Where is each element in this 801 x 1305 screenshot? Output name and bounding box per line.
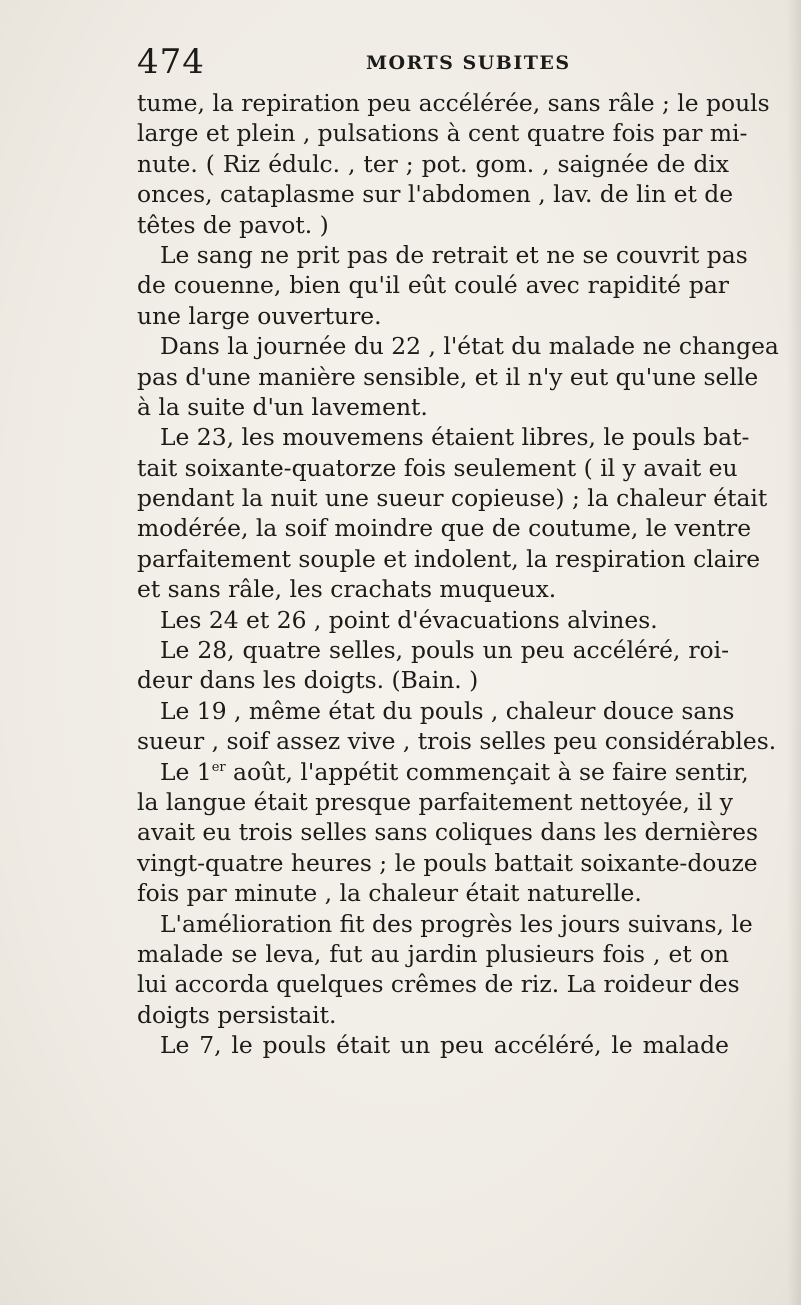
text-line: malade se leva, fut au jardin plusieurs fois , et on [137, 939, 729, 968]
text-line: vingt-quatre heures ; le pouls battait soixante-douze [137, 848, 758, 877]
text-line: modérée, la soif moindre que de coutume, le ventre [137, 514, 752, 543]
superscript: er [211, 759, 226, 775]
text-line: nute. ( Riz édulc. , ter ; pot. gom. , saignée de dix [137, 149, 729, 178]
text-line: et sans râle, les crachats muqueux. [137, 575, 557, 604]
text-line: tume, la repiration peu accélérée, sans râle ; le pouls [137, 89, 770, 117]
text-line: de couenne, bien qu'il eût coulé avec rapidité par [137, 271, 729, 300]
text-line: deur dans les doigts. (Bain. ) [137, 666, 479, 695]
page-number: 474 [137, 42, 205, 82]
text-line: têtes de pavot. ) [137, 210, 329, 239]
page-edge-shadow [787, 0, 801, 1305]
text-line: large et plein , pulsations à cent quatre fois par mi- [137, 119, 748, 148]
paragraph [137, 240, 748, 331]
text-line: L'amélioration fit des progrès les jours suivans, le [160, 909, 753, 938]
text-line: sueur , soif assez vive , trois selles peu considérables. [137, 727, 777, 756]
text-line: Le 23, les mouvemens étaient libres, le pouls bat- [160, 423, 750, 452]
text-line: Le 7, le pouls était un peu accéléré, le malade [160, 1031, 729, 1060]
text-line: pendant la nuit une sueur copieuse) ; la chaleur était [137, 484, 768, 513]
body-text [137, 88, 779, 1061]
text-line: Les 24 et 26 , point d'évacuations alvines. [160, 605, 658, 634]
paragraph [137, 331, 779, 422]
text-line: doigts persistait. [137, 1000, 337, 1029]
text-line: Dans la journée du 22 , l'état du malade ne changea [160, 332, 779, 361]
page-header [137, 40, 697, 90]
text-line: avait eu trois selles sans coliques dans les dernières [137, 818, 758, 847]
paragraph [137, 909, 753, 1031]
paragraph [137, 696, 777, 757]
paragraph [137, 635, 729, 696]
text-line: pas d'une manière sensible, et il n'y eut qu'une selle [137, 362, 759, 391]
paragraph [137, 605, 729, 635]
paragraph [137, 88, 770, 240]
text-line [137, 757, 749, 787]
text-line: fois par minute , la chaleur était naturelle. [137, 879, 642, 908]
text-line: lui accorda quelques crêmes de riz. La roideur des [137, 970, 740, 999]
text-line: parfaitement souple et indolent, la respiration claire [137, 544, 761, 573]
running-title: MORTS SUBITES [366, 52, 571, 74]
text-run: août, l'appétit commençait à se faire sentir, [225, 757, 749, 786]
text-line: Le 19 , même état du pouls , chaleur douce sans [160, 696, 735, 725]
paragraph [137, 757, 758, 909]
text-run: Le 1 [160, 757, 212, 786]
text-line: Le sang ne prit pas de retrait et ne se couvrit pas [160, 240, 748, 269]
text-line: onces, cataplasme sur l'abdomen , lav. de lin et de [137, 180, 734, 209]
paragraph [137, 1030, 729, 1060]
text-line: Le 28, quatre selles, pouls un peu accéléré, roi- [160, 636, 729, 665]
text-line: tait soixante-quatorze fois seulement ( il y avait eu [137, 453, 738, 482]
text-line: à la suite d'un lavement. [137, 392, 428, 421]
paragraph [137, 422, 768, 604]
text-line: la langue était presque parfaitement nettoyée, il y [137, 787, 734, 816]
text-line: une large ouverture. [137, 301, 382, 330]
